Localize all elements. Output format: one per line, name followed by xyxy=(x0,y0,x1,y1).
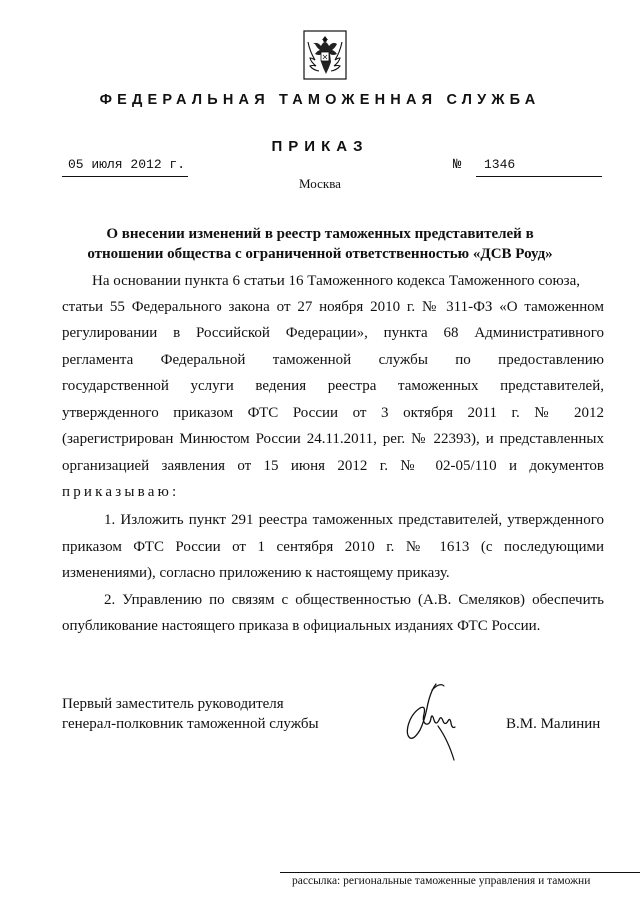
order-item-line: 1. Изложить пункт 291 реестра таможенных представителей, утвержденного xyxy=(104,512,604,528)
preamble-line: статьи 55 Федерального закона от 27 ноября 2010 г. № 311-ФЗ «О таможенном xyxy=(62,299,604,315)
order-item-line: 2. Управлению по связям с общественностью (А.В. Смеляков) обеспечить xyxy=(104,592,604,608)
preamble-line: На основании пункта 6 статьи 16 Таможенного кодекса Таможенного союза, xyxy=(92,273,580,289)
order-date: 05 июля 2012 г. xyxy=(62,154,188,177)
issue-city: Москва xyxy=(299,176,341,191)
order-title-line: отношении общества с ограниченной ответственностью «ДСВ Роуд» xyxy=(87,246,553,262)
handwritten-signature-icon xyxy=(392,680,472,766)
decree-word: приказываю: xyxy=(62,484,180,500)
order-item-line: изменениями), согласно приложению к настоящему приказу. xyxy=(62,565,450,581)
agency-name: ФЕДЕРАЛЬНАЯ ТАМОЖЕННАЯ СЛУЖБА xyxy=(99,92,541,108)
preamble-line: государственной услуги ведения реестра таможенных представителей, xyxy=(62,378,604,394)
signer-position-line: Первый заместитель руководителя xyxy=(62,696,284,712)
distribution-list: рассылка: региональные таможенные управления и таможни xyxy=(280,872,640,887)
preamble-line: регламента Федеральной таможенной службы по предоставлению xyxy=(62,352,604,368)
order-title-line: О внесении изменений в реестр таможенных представителей в xyxy=(106,226,534,242)
order-number: 1346 xyxy=(476,154,602,177)
signer-name: В.М. Малинин xyxy=(506,716,601,732)
order-title xyxy=(40,224,600,264)
document-type: ПРИКАЗ xyxy=(271,138,369,155)
coat-of-arms-emblem-icon xyxy=(303,30,347,80)
signer-position xyxy=(62,694,319,734)
preamble-line: организацией заявления от 15 июня 2012 г. № 02-05/110 и документов xyxy=(62,458,604,474)
preamble-line: утвержденного приказом ФТС России от 3 октября 2011 г. № 2012 xyxy=(62,405,604,421)
order-number-label: № xyxy=(453,157,462,173)
order-item-line: приказом ФТС России от 1 сентября 2010 г. № 1613 (с последующими xyxy=(62,539,604,555)
preamble-line: регулировании в Российской Федерации», пункта 68 Административного xyxy=(62,325,604,341)
preamble-line: (зарегистрирован Минюстом России 24.11.2011, рег. № 22393), и представленных xyxy=(62,431,604,447)
signer-position-line: генерал-полковник таможенной службы xyxy=(62,716,319,732)
order-item-line: опубликование настоящего приказа в официальных изданиях ФТС России. xyxy=(62,618,541,634)
